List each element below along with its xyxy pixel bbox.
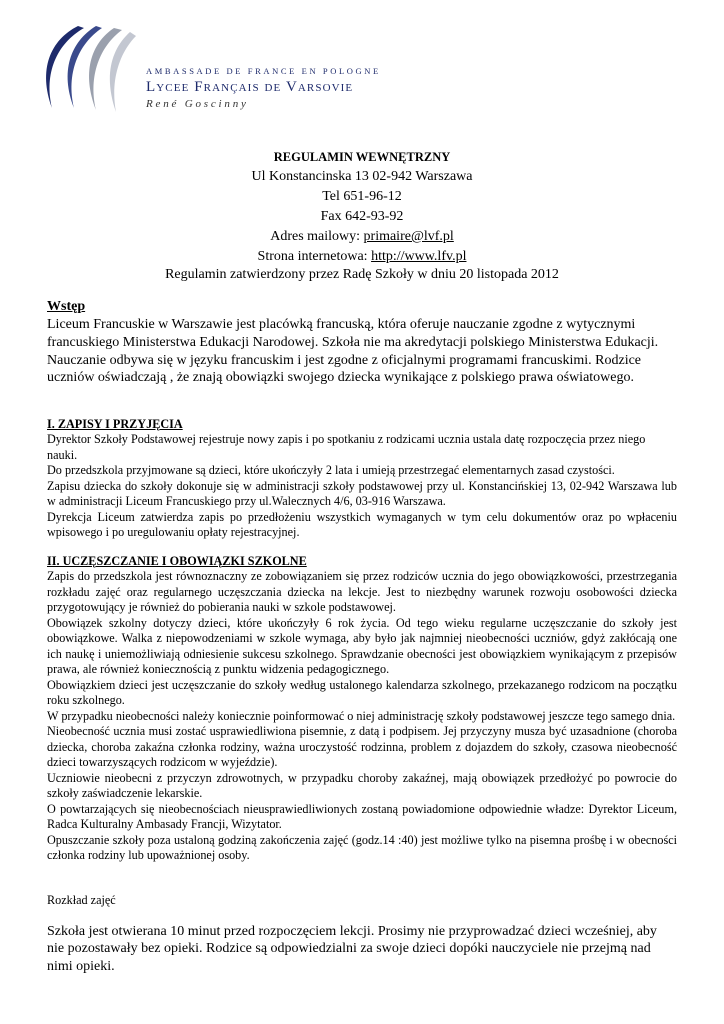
section2-paragraph: Obowiązek szkolny dotyczy dzieci, które ukończyły 6 rok życia. Od tego wieku regularne uczęszczanie do szkoły jest obowiązkowe. Walka z niepowodzeniami w szkole wymaga, aby było jak najmniej nieobecności uczniów, gdyż zakłócają one ich naukę i uniemożliwiają odniesienie sukcesu szkolnego. Sprawdzanie obecności jest obowiązkiem wynikającym z przepisów prawa, ale również koniecznością z punktu widzenia pedagogicznego. — [47, 615, 677, 676]
document-title: REGULAMIN WEWNĘTRZNY — [273, 150, 451, 164]
intro-section — [47, 298, 677, 387]
section1-heading: I. ZAPISY I PRZYJĘCIA — [47, 417, 183, 431]
approval-note: Regulamin zatwierdzony przez Radę Szkoły w dniu 20 listopada 2012 — [165, 267, 559, 282]
logo-swoosh-1 — [46, 26, 84, 108]
school-patron: René Goscinny — [146, 98, 249, 110]
section-attendance — [47, 554, 677, 864]
contact-email-row — [0, 227, 724, 247]
school-header — [146, 66, 381, 110]
section2-heading: II. UCZĘSZCZANIE I OBOWIĄZKI SZKOLNE — [47, 554, 307, 568]
section2-paragraph: Uczniowie nieobecni z przyczyn zdrowotnych, w przypadku choroby zakaźnej, mają obowiązek przedłożyć po powrocie do szkoły zaświadczenie lekarskie. — [47, 770, 677, 800]
web-link[interactable]: http://www.lfv.pl — [371, 249, 467, 264]
section2-paragraph: Zapis do przedszkola jest równoznaczny ze zobowiązaniem się przez rodziców ucznia do jego obowiązkowości, przestrzegania rozkładu zajęć oraz regularnego uczęszczania dziecka na lekcje. Jest to niezbędny warunek rozwoju osobowości dziecka przygotowujący je również do pobierania nauki w szkole podstawowej. — [47, 569, 677, 614]
school-name: Lycee Français de Varsovie — [146, 79, 354, 95]
section2-paragraph: Nieobecność ucznia musi zostać usprawiedliwiona pisemnie, z datą i podpisem. Jej przyczyny musza być uzasadnione (choroba dziecka, choroba zakaźna członka rodziny, ważna uroczystość rodzinna, problem z dojazdem do szkoły, czasowa nieobecność dzieci towarzyszących rodzicom w wyjeździe). — [47, 724, 677, 769]
contact-web-row — [0, 247, 724, 267]
section1-paragraph: Do przedszkola przyjmowane są dzieci, które ukończyły 2 lata i umieją przestrzegać elementarnych zasad czystości. — [47, 463, 615, 477]
section2-paragraph: Obowiązkiem dzieci jest uczęszczanie do szkoły według ustalonego kalendarza szkolnego, przekazanego rodzicom na początku roku szkolnego. — [47, 677, 677, 707]
section1-paragraph: Dyrektor Szkoły Podstawowej rejestruje nowy zapis i po spotkaniu z rodzicami ucznia ustala datę rozpoczęcia przez niego nauki. — [47, 432, 646, 462]
schedule-heading: Rozkład zajęć — [47, 893, 116, 907]
schedule-text: Szkoła jest otwierana 10 minut przed rozpoczęciem lekcji. Prosimy nie przyprowadzać dzieci wcześniej, aby nie pozostawały bez opieki. Rodzice są odpowiedzialni za swoje dzieci dopóki nauczyciele nie przejmą nad nimi opieki. — [47, 923, 657, 975]
section2-paragraph: W przypadku nieobecności należy koniecznie poinformować o niej administrację szkoły podstawowej jeszcze tego samego dnia. — [47, 708, 676, 723]
web-label: Strona internetowa: — [257, 249, 372, 264]
contact-block — [0, 167, 724, 267]
section1-paragraph: Dyrekcja Liceum zatwierdza zapis po przedłożeniu wszystkich wymaganych w tym celu dokumentów oraz po wpłaceniu wpisowego i po uregulowaniu opłaty rejestracyjnej. — [47, 509, 677, 539]
contact-address: Ul Konstancinska 13 02-942 Warszawa — [251, 169, 473, 184]
intro-text: Liceum Francuskie w Warszawie jest placówką francuską, która oferuje nauczanie zgodne z wytycznymi francuskiego Ministerstwa Edukacji Narodowej. Szkoła nie ma akredytacji polskiego Ministerstwa Edukacji. Nauczanie odbywa się w języku francuskim i jest zgodne z oficjalnymi programami francuskimi. Rodzice uczniów oświadczają , że znają obowiązki swojego dziecka wynikające z polskiego prawa oświatowego. — [47, 317, 659, 386]
schedule-section — [47, 893, 677, 976]
logo-swoosh-4 — [110, 32, 136, 112]
section2-paragraph: Opuszczanie szkoły poza ustaloną godziną zakończenia zajęć (godz.14 :40) jest możliwe tylko na pisemna prośbę i w obecności członka rodziny lub upoważnionej osoby. — [47, 832, 677, 862]
contact-tel: Tel 651-96-12 — [322, 189, 402, 204]
intro-heading: Wstęp — [47, 299, 86, 314]
email-link[interactable]: primaire@lvf.pl — [363, 229, 454, 244]
contact-fax: Fax 642-93-92 — [320, 209, 404, 224]
section2-paragraph: O powtarzających się nieobecnościach nieusprawiedliwionych zostaną powiadomione odpowiednie władze: Dyrektor Liceum, Radca Kulturalny Ambasady Francji, Wizytator. — [47, 801, 677, 831]
section1-paragraph: Zapisu dziecka do szkoły dokonuje się w administracji szkoły podstawowej przy ul. Konstancińskiej 13, 02-942 Warszawa lub w administracji Liceum Francuskiego przy ul.Walecznych 4/6, 03-916 Warszawa. — [47, 478, 677, 508]
embassy-line: AMBASSADE DE FRANCE EN POLOGNE — [146, 66, 381, 76]
section-enrolment — [47, 417, 677, 541]
logo-swoosh-2 — [68, 26, 102, 108]
school-logo — [30, 22, 138, 114]
email-label: Adres mailowy: — [270, 229, 364, 244]
